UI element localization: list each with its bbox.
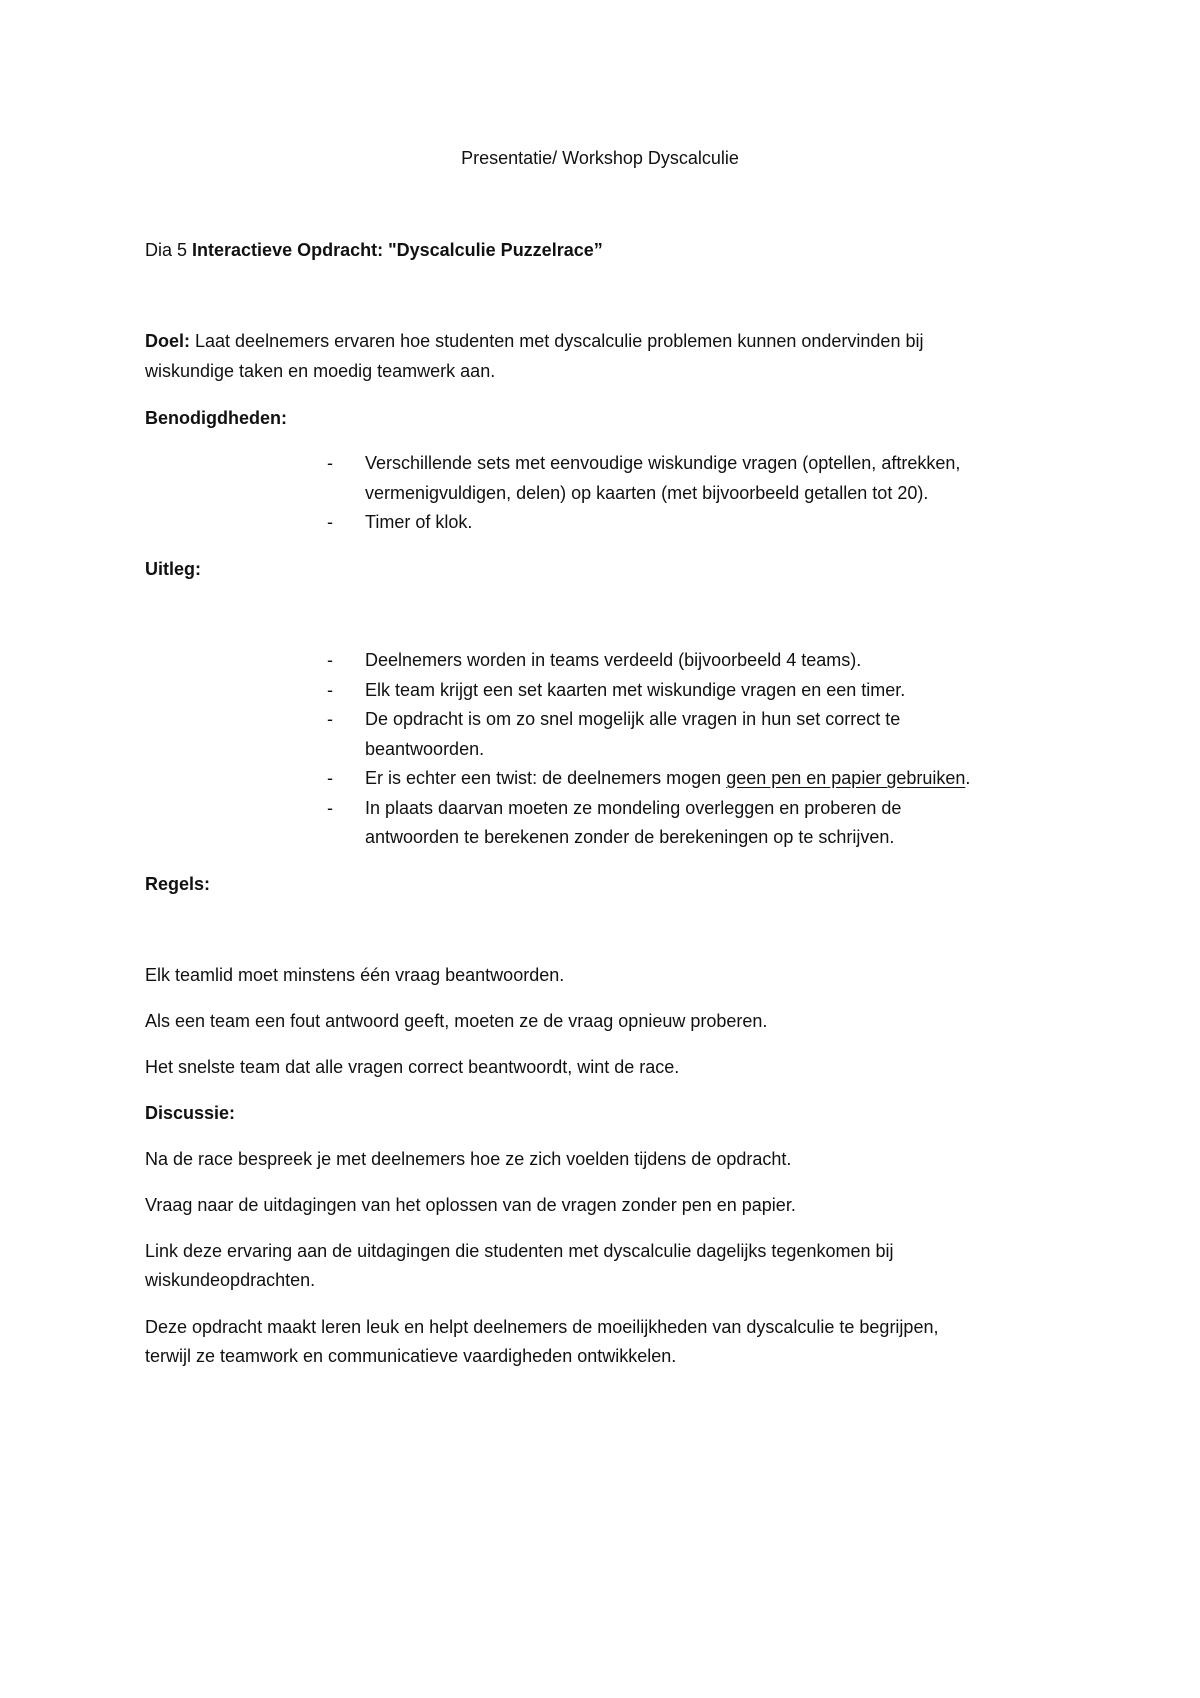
explanation-item-1: Deelnemers worden in teams verdeeld (bijvoorbeeld 4 teams). bbox=[365, 650, 862, 670]
explanation-item-3-cont: beantwoorden. bbox=[365, 739, 485, 759]
slide-heading-prefix: Dia 5 bbox=[145, 240, 193, 260]
materials-item-1-cont: vermenigvuldigen, delen) op kaarten (met bijvoorbeeld getallen tot 20). bbox=[365, 483, 929, 503]
bullet-dash: - bbox=[327, 512, 333, 532]
explanation-item-5-cont: antwoorden te berekenen zonder de berekeningen op te schrijven. bbox=[365, 827, 895, 847]
bullet-dash: - bbox=[327, 709, 333, 729]
document-title: Presentatie/ Workshop Dyscalculie bbox=[461, 148, 739, 168]
discussion-p3: Link deze ervaring aan de uitdagingen die studenten met dyscalculie dagelijks tegenkomen bij bbox=[145, 1241, 894, 1261]
goal-line-1 bbox=[145, 329, 923, 353]
rules-line-2: Als een team een fout antwoord geeft, moeten ze de vraag opnieuw proberen. bbox=[145, 1011, 768, 1031]
explanation-item-5: In plaats daarvan moeten ze mondeling overleggen en proberen de bbox=[365, 798, 902, 818]
goal-text: Laat deelnemers ervaren hoe studenten met dyscalculie problemen kunnen ondervinden bij bbox=[190, 331, 924, 351]
explanation-item-2: Elk team krijgt een set kaarten met wiskundige vragen en een timer. bbox=[365, 680, 906, 700]
rules-line-1: Elk teamlid moet minstens één vraag beantwoorden. bbox=[145, 965, 565, 985]
slide-heading-bold: Interactieve Opdracht: "Dyscalculie Puzzelrace” bbox=[192, 240, 603, 260]
rules-label: Regels: bbox=[145, 874, 211, 894]
slide-heading bbox=[145, 238, 603, 262]
discussion-p4: Deze opdracht maakt leren leuk en helpt deelnemers de moeilijkheden van dyscalculie te begrijpen, bbox=[145, 1317, 939, 1337]
bullet-dash: - bbox=[327, 768, 333, 788]
explanation-item-4-text: Er is echter een twist: de deelnemers mogen bbox=[365, 768, 727, 788]
bullet-dash: - bbox=[327, 680, 333, 700]
materials-item-2: Timer of klok. bbox=[365, 512, 473, 532]
discussion-p2: Vraag naar de uitdagingen van het oplossen van de vragen zonder pen en papier. bbox=[145, 1195, 796, 1215]
goal-label: Doel: bbox=[145, 331, 190, 351]
bullet-dash: - bbox=[327, 453, 333, 473]
explanation-item-4-end: . bbox=[965, 768, 971, 788]
goal-line-2: wiskundige taken en moedig teamwerk aan. bbox=[145, 361, 496, 381]
materials-label: Benodigdheden: bbox=[145, 408, 287, 428]
explanation-item-3: De opdracht is om zo snel mogelijk alle vragen in hun set correct te bbox=[365, 709, 901, 729]
materials-item-1: Verschillende sets met eenvoudige wiskundige vragen (optellen, aftrekken, bbox=[365, 453, 961, 473]
discussion-p3-cont: wiskundeopdrachten. bbox=[145, 1270, 316, 1290]
underlined-phrase: geen pen en papier gebruiken bbox=[726, 768, 966, 788]
discussion-p4-cont: terwijl ze teamwork en communicatieve vaardigheden ontwikkelen. bbox=[145, 1346, 677, 1366]
bullet-dash: - bbox=[327, 650, 333, 670]
discussion-label: Discussie: bbox=[145, 1103, 236, 1123]
explanation-item-4 bbox=[365, 766, 970, 790]
explanation-label: Uitleg: bbox=[145, 559, 201, 579]
discussion-p1: Na de race bespreek je met deelnemers hoe ze zich voelden tijdens de opdracht. bbox=[145, 1149, 792, 1169]
bullet-dash: - bbox=[327, 798, 333, 818]
rules-line-3: Het snelste team dat alle vragen correct beantwoordt, wint de race. bbox=[145, 1057, 680, 1077]
